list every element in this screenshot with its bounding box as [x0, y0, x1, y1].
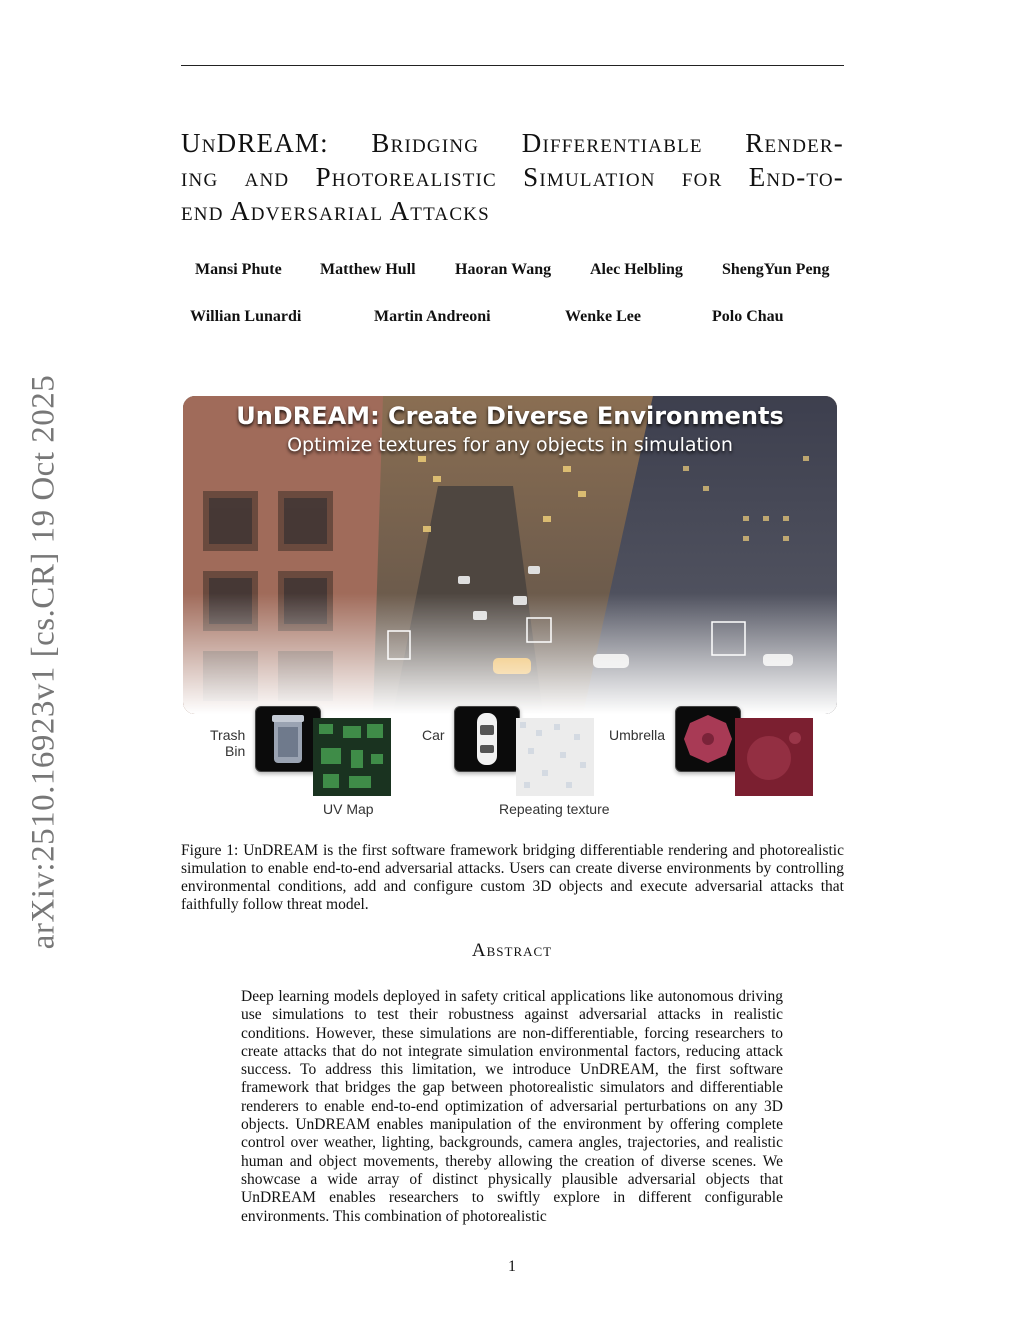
repeating-texture-pattern [516, 718, 594, 796]
title-line-1: UnDREAM: Bridging Differentiable Render- [181, 128, 844, 158]
abstract-body: Deep learning models deployed in safety critical applications like autonomous driving use simulations to test their robustness against adversarial attacks in realistic conditions. However, these simulations are non-differentiable, forcing researchers to create attacks that do not integrate simulation environmental factors, reducing attack success. To address this limitation, we introduce UnDREAM, the first software framework that bridges the gap between photorealistic simulators and differentiable renderers to enable end-to-end optimization of adversarial perturbations on any 3D objects. UnDREAM enables manipulation of the environment by offering complete control over weather, lighting, backgrounds, camera angles, trajectories, and realistic human and object movements, thereby allowing the creation of diverse scenes. We showcase a wide array of distinct physically plausible adversarial objects that UnDREAM enables researchers to swiftly explore in different configurable environments. This combination of photorealistic [241, 988, 783, 1225]
car-icon [455, 707, 519, 771]
title-line-2: ing and Photorealistic Simulation for End-to- [181, 162, 844, 192]
car-thumbnail [454, 706, 520, 772]
label-repeating-texture: Repeating texture [499, 801, 610, 817]
author-name: Willian Lunardi [190, 308, 302, 325]
trash-bin-thumbnail [255, 706, 321, 772]
umbrella-texture-pattern [735, 718, 813, 796]
arxiv-stamp[interactable]: arXiv:2510.16923v1 [cs.CR] 19 Oct 2025 [25, 374, 62, 950]
label-bin: Bin [225, 743, 246, 759]
author-name: Alec Helbling [590, 261, 683, 278]
label-uv-map: UV Map [323, 801, 374, 817]
paper-title [181, 126, 844, 228]
trash-bin-icon [256, 707, 320, 771]
figure-banner-subtitle: Optimize textures for any objects in simulation [287, 434, 733, 456]
umbrella-thumbnail [675, 706, 741, 772]
figure-caption: Figure 1: UnDREAM is the first software framework bridging differentiable rendering and photorealistic simulation to enable end-to-end adversarial attacks. Users can create diverse environments by controlling environmental conditions, add and configure custom 3D objects and execute adversarial attacks that faithfully follow threat model. [181, 842, 844, 913]
umbrella-texture [735, 718, 813, 796]
author-name: Wenke Lee [565, 308, 641, 325]
label-car: Car [422, 727, 445, 743]
author-name: Mansi Phute [195, 261, 282, 278]
repeating-texture [516, 718, 594, 796]
page-number: 1 [508, 1258, 516, 1275]
abstract-heading: Abstract [471, 940, 553, 961]
figure-banner-title: UnDREAM: Create Diverse Environments [236, 402, 784, 430]
author-name: ShengYun Peng [722, 261, 830, 278]
author-name: Martin Andreoni [374, 308, 491, 325]
title-line-3: end Adversarial Attacks [181, 196, 490, 226]
author-name: Polo Chau [712, 308, 784, 325]
figure-city-image [183, 396, 837, 714]
uv-map-texture [313, 718, 391, 796]
label-umbrella: Umbrella [609, 727, 666, 743]
umbrella-icon [676, 707, 740, 771]
author-name: Haoran Wang [455, 261, 552, 278]
uv-map-pattern [313, 718, 391, 796]
header-rule [181, 65, 844, 66]
author-name: Matthew Hull [320, 261, 416, 278]
label-trash: Trash [210, 727, 246, 743]
